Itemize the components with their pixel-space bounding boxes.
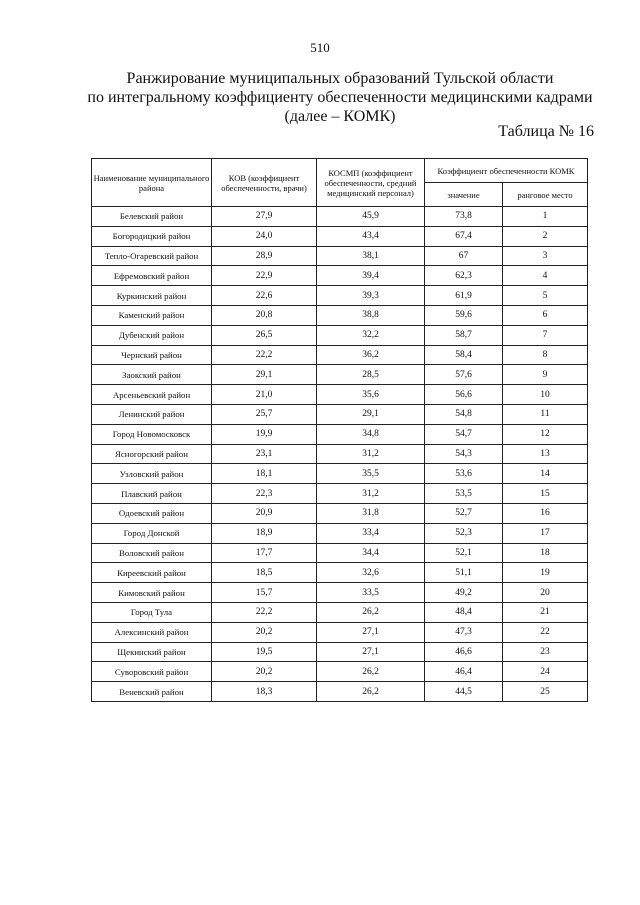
cell-kosmp: 31,2 (317, 484, 425, 504)
cell-kosmp: 39,4 (317, 266, 425, 286)
cell-name: Белевский район (92, 207, 212, 227)
cell-rank: 12 (503, 424, 588, 444)
cell-kov: 20,9 (212, 503, 317, 523)
cell-kov: 23,1 (212, 444, 317, 464)
cell-komk-value: 52,7 (425, 503, 503, 523)
cell-name: Чернский район (92, 345, 212, 365)
cell-kosmp: 38,8 (317, 305, 425, 325)
cell-kosmp: 26,2 (317, 602, 425, 622)
cell-komk-value: 57,6 (425, 365, 503, 385)
cell-kosmp: 26,2 (317, 682, 425, 702)
table-row (92, 563, 588, 583)
cell-kosmp: 29,1 (317, 404, 425, 424)
cell-name: Киреевский район (92, 563, 212, 583)
cell-kov: 20,8 (212, 305, 317, 325)
cell-name: Арсеньевский район (92, 385, 212, 405)
cell-komk-value: 53,6 (425, 464, 503, 484)
cell-kov: 18,3 (212, 682, 317, 702)
cell-name: Тепло-Огаревский район (92, 246, 212, 266)
table-row (92, 404, 588, 424)
table-row (92, 484, 588, 504)
table-row (92, 444, 588, 464)
cell-rank: 4 (503, 266, 588, 286)
title-line-3: (далее – КОМК) (284, 108, 396, 125)
cell-kosmp: 35,6 (317, 385, 425, 405)
cell-kov: 22,9 (212, 266, 317, 286)
cell-name: Кимовский район (92, 583, 212, 603)
cell-name: Заокский район (92, 365, 212, 385)
cell-kov: 19,9 (212, 424, 317, 444)
cell-kosmp: 28,5 (317, 365, 425, 385)
cell-rank: 11 (503, 404, 588, 424)
cell-komk-value: 46,4 (425, 662, 503, 682)
cell-kosmp: 32,2 (317, 325, 425, 345)
page-number: 510 (310, 40, 330, 55)
cell-komk-value: 52,3 (425, 523, 503, 543)
cell-name: Город Новомосковск (92, 424, 212, 444)
cell-kov: 25,7 (212, 404, 317, 424)
cell-rank: 16 (503, 503, 588, 523)
cell-name: Каменский район (92, 305, 212, 325)
cell-kosmp: 39,3 (317, 286, 425, 306)
cell-rank: 9 (503, 365, 588, 385)
table-row (92, 345, 588, 365)
cell-rank: 18 (503, 543, 588, 563)
header-name: Наименование муниципального района (92, 159, 212, 207)
cell-rank: 6 (503, 305, 588, 325)
cell-rank: 1 (503, 207, 588, 227)
cell-name: Воловский район (92, 543, 212, 563)
cell-komk-value: 59,6 (425, 305, 503, 325)
table-label: Таблица № 16 (498, 123, 594, 140)
table-row (92, 464, 588, 484)
cell-kov: 20,2 (212, 662, 317, 682)
cell-komk-value: 58,4 (425, 345, 503, 365)
cell-komk-value: 56,6 (425, 385, 503, 405)
cell-komk-value: 67 (425, 246, 503, 266)
cell-rank: 17 (503, 523, 588, 543)
cell-kosmp: 34,8 (317, 424, 425, 444)
cell-kosmp: 27,1 (317, 642, 425, 662)
cell-kov: 18,9 (212, 523, 317, 543)
cell-kov: 26,5 (212, 325, 317, 345)
cell-name: Ясногорский район (92, 444, 212, 464)
cell-komk-value: 61,9 (425, 286, 503, 306)
cell-kov: 19,5 (212, 642, 317, 662)
cell-kosmp: 31,2 (317, 444, 425, 464)
cell-komk-value: 73,8 (425, 207, 503, 227)
cell-rank: 22 (503, 622, 588, 642)
cell-kosmp: 35,5 (317, 464, 425, 484)
table-row (92, 424, 588, 444)
header-rank: ранговое место (503, 183, 588, 207)
table-row (92, 266, 588, 286)
cell-komk-value: 54,8 (425, 404, 503, 424)
cell-komk-value: 52,1 (425, 543, 503, 563)
cell-rank: 15 (503, 484, 588, 504)
table-row (92, 523, 588, 543)
cell-name: Куркинский район (92, 286, 212, 306)
cell-rank: 3 (503, 246, 588, 266)
header-kov: КОВ (коэффициент обеспеченности, врачи) (212, 159, 317, 207)
header-value: значение (425, 183, 503, 207)
table-row (92, 503, 588, 523)
cell-kov: 22,6 (212, 286, 317, 306)
cell-rank: 23 (503, 642, 588, 662)
cell-kosmp: 43,4 (317, 226, 425, 246)
cell-name: Плавский район (92, 484, 212, 504)
cell-kov: 27,9 (212, 207, 317, 227)
table-row (92, 226, 588, 246)
cell-name: Богородицкий район (92, 226, 212, 246)
ranking-table (91, 158, 588, 702)
table-row (92, 543, 588, 563)
cell-rank: 7 (503, 325, 588, 345)
cell-kov: 18,5 (212, 563, 317, 583)
cell-kosmp: 33,4 (317, 523, 425, 543)
cell-kov: 15,7 (212, 583, 317, 603)
cell-kosmp: 45,9 (317, 207, 425, 227)
cell-kosmp: 38,1 (317, 246, 425, 266)
cell-komk-value: 53,5 (425, 484, 503, 504)
cell-name: Алексинский район (92, 622, 212, 642)
cell-kosmp: 33,5 (317, 583, 425, 603)
header-kosmp: КОСМП (коэффициент обеспеченности, средний медицинский персонал) (317, 159, 425, 207)
title-line-2: по интегральному коэффициенту обеспеченности медицинскими кадрами (87, 89, 593, 106)
title-line-1: Ранжирование муниципальных образований Тульской области (126, 70, 554, 87)
cell-komk-value: 46,6 (425, 642, 503, 662)
cell-name: Щекинский район (92, 642, 212, 662)
cell-komk-value: 47,3 (425, 622, 503, 642)
cell-kov: 29,1 (212, 365, 317, 385)
table-row (92, 385, 588, 405)
cell-name: Дубенский район (92, 325, 212, 345)
cell-komk-value: 49,2 (425, 583, 503, 603)
table-row (92, 622, 588, 642)
cell-kov: 22,2 (212, 602, 317, 622)
cell-rank: 8 (503, 345, 588, 365)
cell-kov: 17,7 (212, 543, 317, 563)
table-row (92, 325, 588, 345)
table-row (92, 246, 588, 266)
cell-kov: 22,3 (212, 484, 317, 504)
cell-rank: 14 (503, 464, 588, 484)
cell-kov: 28,9 (212, 246, 317, 266)
table-row (92, 662, 588, 682)
cell-komk-value: 62,3 (425, 266, 503, 286)
table-row (92, 682, 588, 702)
cell-kosmp: 27,1 (317, 622, 425, 642)
cell-rank: 10 (503, 385, 588, 405)
cell-rank: 19 (503, 563, 588, 583)
cell-name: Ленинский район (92, 404, 212, 424)
cell-komk-value: 48,4 (425, 602, 503, 622)
cell-kov: 20,2 (212, 622, 317, 642)
cell-komk-value: 54,3 (425, 444, 503, 464)
cell-kosmp: 32,6 (317, 563, 425, 583)
cell-name: Город Донской (92, 523, 212, 543)
cell-rank: 2 (503, 226, 588, 246)
cell-rank: 20 (503, 583, 588, 603)
cell-kosmp: 36,2 (317, 345, 425, 365)
table-row (92, 286, 588, 306)
cell-komk-value: 67,4 (425, 226, 503, 246)
cell-rank: 21 (503, 602, 588, 622)
cell-name: Узловский район (92, 464, 212, 484)
cell-rank: 5 (503, 286, 588, 306)
cell-name: Город Тула (92, 602, 212, 622)
cell-rank: 13 (503, 444, 588, 464)
cell-kov: 24,0 (212, 226, 317, 246)
cell-komk-value: 54,7 (425, 424, 503, 444)
cell-kosmp: 26,2 (317, 662, 425, 682)
cell-rank: 24 (503, 662, 588, 682)
header-komk: Коэффициент обеспеченности КОМК (425, 159, 588, 183)
cell-name: Ефремовский район (92, 266, 212, 286)
table-row (92, 305, 588, 325)
cell-komk-value: 44,5 (425, 682, 503, 702)
cell-name: Одоевский район (92, 503, 212, 523)
cell-rank: 25 (503, 682, 588, 702)
table-row (92, 602, 588, 622)
document-title (80, 69, 600, 126)
table-row (92, 365, 588, 385)
table-row (92, 642, 588, 662)
cell-name: Суворовский район (92, 662, 212, 682)
cell-kov: 21,0 (212, 385, 317, 405)
cell-kosmp: 31,8 (317, 503, 425, 523)
cell-kov: 18,1 (212, 464, 317, 484)
cell-name: Веневский район (92, 682, 212, 702)
table-body (92, 207, 588, 702)
cell-kov: 22,2 (212, 345, 317, 365)
table-row (92, 583, 588, 603)
table-row (92, 207, 588, 227)
cell-komk-value: 51,1 (425, 563, 503, 583)
cell-komk-value: 58,7 (425, 325, 503, 345)
cell-kosmp: 34,4 (317, 543, 425, 563)
